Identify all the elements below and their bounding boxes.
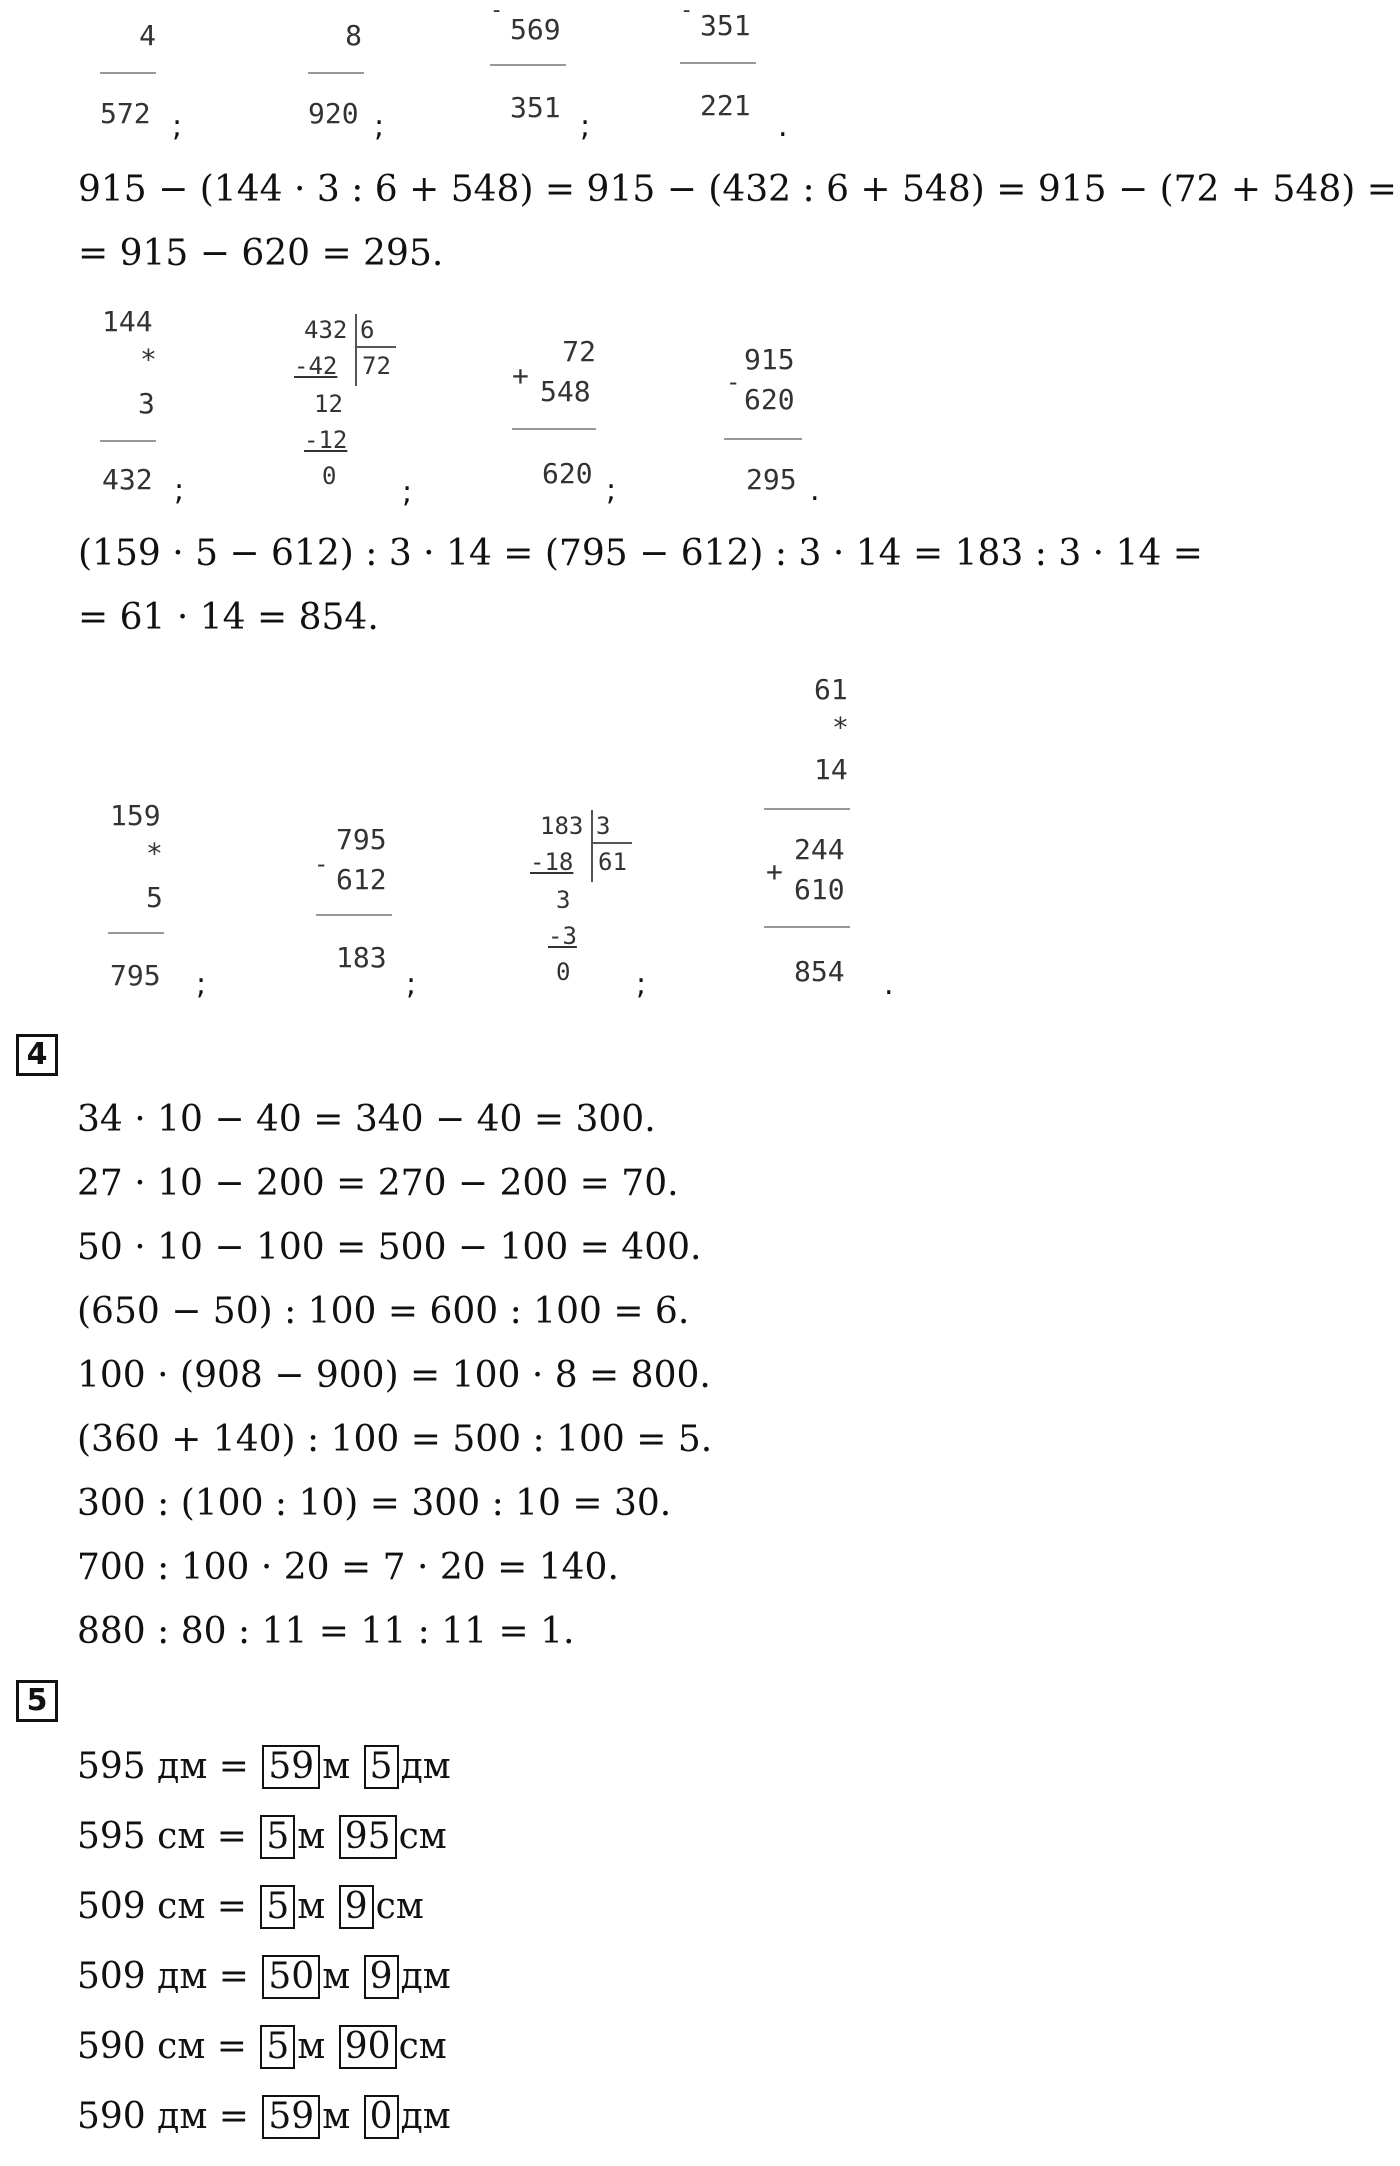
section-number: 5 [16,1680,58,1722]
answer-box: 95 [339,1815,397,1859]
operand-top: 8 [345,19,362,52]
remainder: 12 [314,390,343,418]
separator: . [884,967,894,1002]
separator: ; [606,473,617,508]
unit-label: м [322,1746,351,1787]
conversion-lhs: 509 дм = [77,1956,249,1997]
expression-line: 915 − (144 · 3 : 6 + 548) = 915 − (432 : 6 + 548) = 915 − (72 + 548) = [78,169,1397,210]
result: 620 [542,457,593,490]
divisor: 3 [596,812,611,840]
remainder: 0 [322,462,337,490]
operand-b: 548 [540,375,591,408]
plus-sign: + [512,359,529,392]
operand-top: 4 [139,19,156,52]
answer-box: 59 [262,1745,320,1789]
conversion-lhs: 590 см = [77,2026,247,2067]
conversion-row [77,1954,451,2000]
quotient-line [356,346,396,348]
expression-line: = 915 − 620 = 295. [78,233,444,274]
quotient: 72 [362,352,391,380]
operand-a: 915 [744,343,795,376]
result-line [724,438,802,440]
unit-label: м [322,2096,351,2137]
expression-line: 300 : (100 : 10) = 300 : 10 = 30. [77,1483,672,1524]
result: 351 [510,91,561,124]
conversion-row [77,1884,424,1930]
result: 795 [110,959,161,992]
conversion-lhs: 595 дм = [77,1746,249,1787]
division-bar [591,810,593,882]
subtrahend: -18 [530,848,574,876]
conversion-row [77,2094,451,2140]
unit-label: м [297,1816,326,1857]
operand-a: 61 [814,673,848,706]
result-line [764,808,850,810]
subtrahend: -42 [294,352,338,380]
result-line [490,64,566,66]
remainder: 0 [556,958,571,986]
unit-label: см [398,2026,447,2067]
result-line [100,440,156,442]
operand-a: 144 [102,305,153,338]
plus-sign: + [766,855,783,888]
operand-top: 351 [700,9,751,42]
answer-box: 5 [260,2025,295,2069]
answer-box: 9 [364,1955,399,1999]
conversion-lhs: 590 дм = [77,2096,249,2137]
partial-product: 610 [794,873,845,906]
answer-box: 50 [262,1955,320,1999]
answer-box: 90 [339,2025,397,2069]
section-number: 4 [16,1034,58,1076]
subtrahend: -12 [304,426,348,454]
quotient: 61 [598,848,627,876]
result-line [512,428,596,430]
operand-a: 72 [562,335,596,368]
quotient-line [592,842,632,844]
unit-label: м [322,1956,351,1997]
expression-line: (360 + 140) : 100 = 500 : 100 = 5. [77,1419,713,1460]
expression-line: 27 · 10 − 200 = 270 − 200 = 70. [77,1163,679,1204]
minus-sign: - [726,368,741,396]
operand-b: 620 [744,383,795,416]
separator: ; [402,475,413,510]
separator: ; [196,967,207,1002]
operand-b: 612 [336,863,387,896]
unit-label: дм [400,2096,451,2137]
separator: ; [174,473,185,508]
minus-sign: - [490,0,504,23]
operand-a: 159 [110,799,161,832]
dividend: 432 [304,316,348,344]
conversion-lhs: 509 см = [77,1886,247,1927]
operand-b: 14 [814,753,848,786]
multiply-sign: * [146,837,163,870]
result: 854 [794,955,845,988]
conversion-row [77,1814,447,1860]
multiply-sign: * [832,711,849,744]
operand-a: 795 [336,823,387,856]
expression-line: 34 · 10 − 40 = 340 − 40 = 300. [77,1099,656,1140]
result: 183 [336,941,387,974]
unit-label: дм [400,1746,451,1787]
expression-line: (650 − 50) : 100 = 600 : 100 = 6. [77,1291,690,1332]
answer-box: 5 [364,1745,399,1789]
operand-top: 569 [510,13,561,46]
minus-sign: - [680,0,694,23]
expression-line: 700 : 100 · 20 = 7 · 20 = 140. [77,1547,619,1588]
answer-box: 59 [262,2095,320,2139]
expression-line: 100 · (908 − 900) = 100 · 8 = 800. [77,1355,711,1396]
operand-b: 5 [146,881,163,914]
remainder: 3 [556,886,571,914]
division-bar [355,314,357,386]
unit-label: м [297,2026,326,2067]
subtrahend: -3 [548,922,577,950]
divisor: 6 [360,316,375,344]
separator: ; [580,109,591,144]
result-line [100,72,156,74]
result: 295 [746,463,797,496]
separator: . [778,109,788,144]
unit-label: м [297,1886,326,1927]
result-line [108,932,164,934]
minus-sign: - [314,850,329,878]
conversion-row [77,2024,447,2070]
multiply-sign: * [140,343,157,376]
answer-box: 9 [339,1885,374,1929]
expression-line: 50 · 10 − 100 = 500 − 100 = 400. [77,1227,702,1268]
dividend: 183 [540,812,584,840]
answer-box: 5 [260,1815,295,1859]
result-line [316,914,392,916]
separator: ; [406,967,417,1002]
unit-label: см [398,1816,447,1857]
separator: ; [636,967,647,1002]
result-line [308,72,364,74]
result: 572 [100,97,151,130]
result-line [764,926,850,928]
expression-line: = 61 · 14 = 854. [78,597,379,638]
expression-line: 880 : 80 : 11 = 11 : 11 = 1. [77,1611,575,1652]
operand-b: 3 [138,387,155,420]
expression-line: (159 · 5 − 612) : 3 · 14 = (795 − 612) : 3 · 14 = 183 : 3 · 14 = [78,533,1203,574]
result: 221 [700,89,751,122]
conversion-lhs: 595 см = [77,1816,247,1857]
answer-box: 0 [364,2095,399,2139]
result: 432 [102,463,153,496]
conversion-row [77,1744,451,1790]
unit-label: см [375,1886,424,1927]
separator: . [810,473,820,508]
separator: ; [172,109,183,144]
partial-product: 244 [794,833,845,866]
separator: ; [374,109,385,144]
answer-box: 5 [260,1885,295,1929]
result-line [680,62,756,64]
unit-label: дм [400,1956,451,1997]
result: 920 [308,97,359,130]
